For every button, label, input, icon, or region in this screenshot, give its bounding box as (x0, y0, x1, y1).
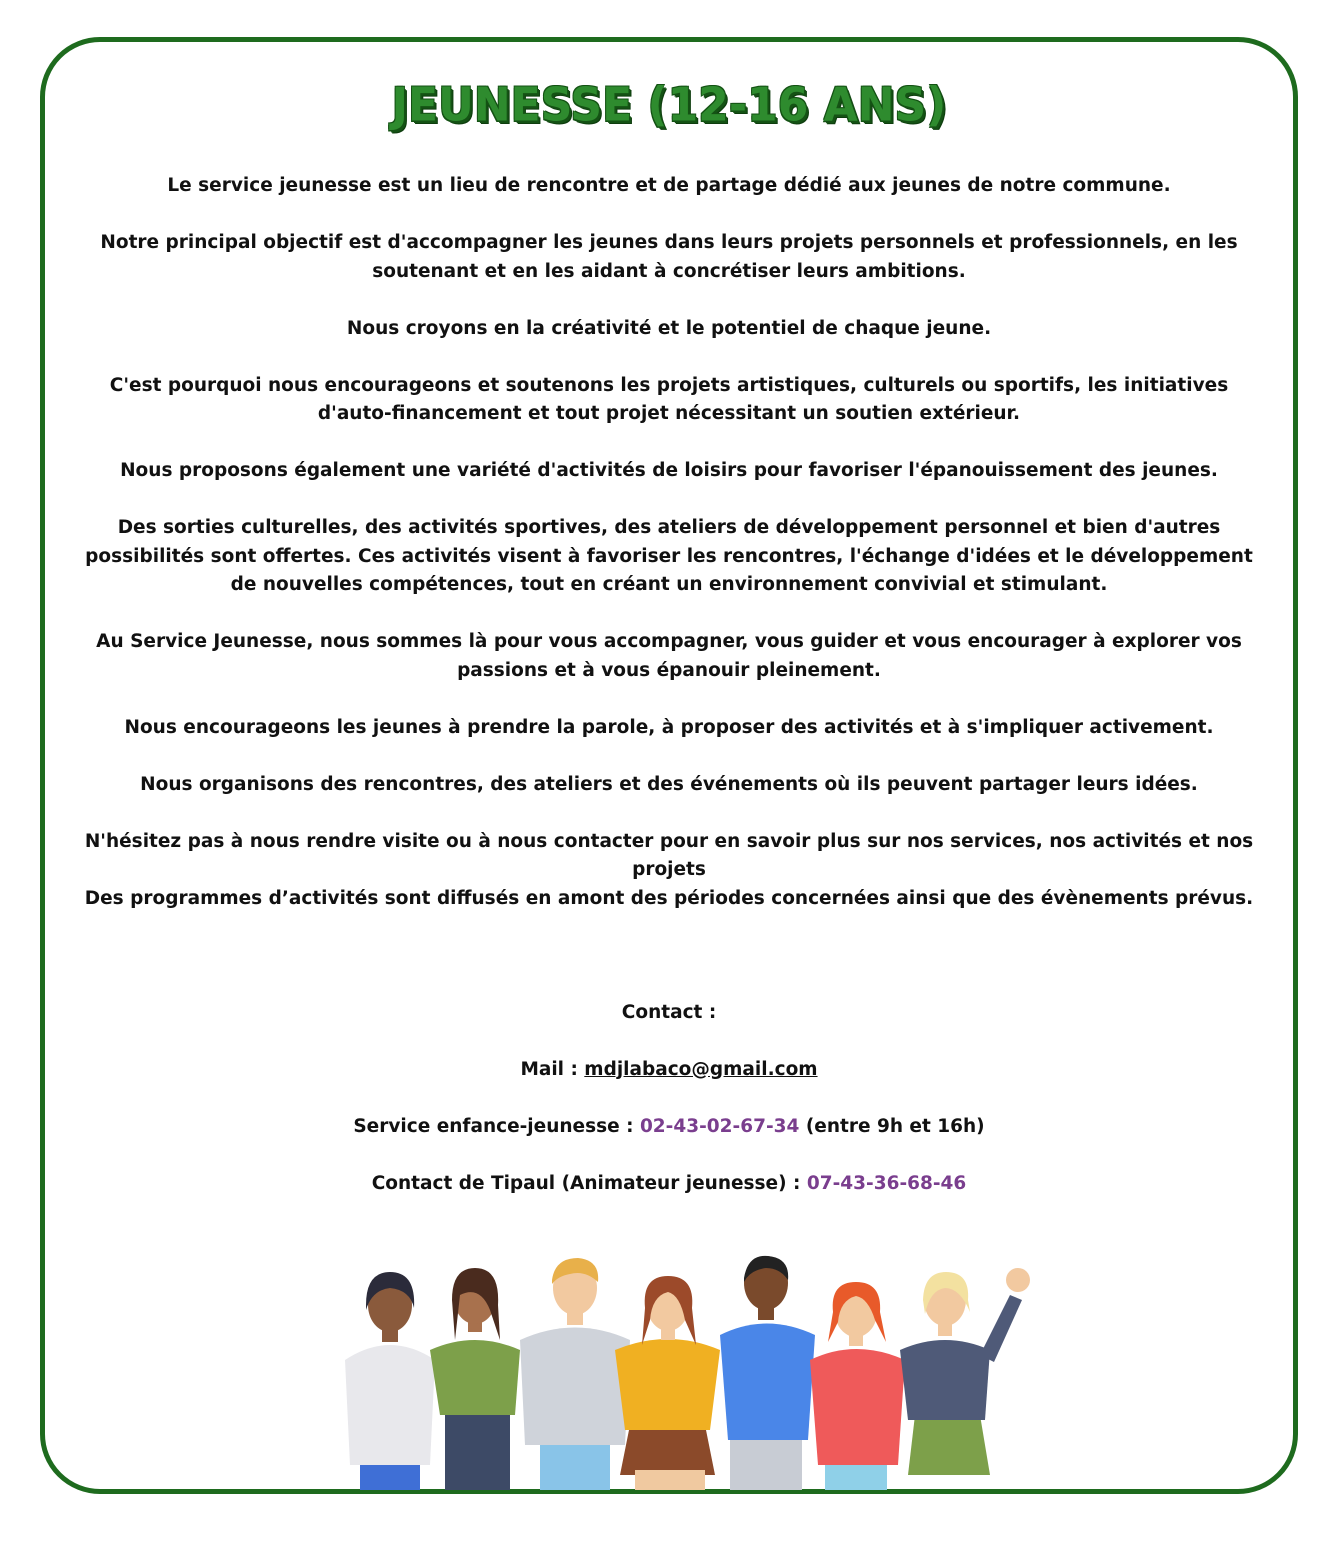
person-7 (900, 1268, 1030, 1475)
page-title: JEUNESSE (12-16 ANS) (391, 78, 947, 133)
person-3 (520, 1258, 630, 1490)
spacer (70, 942, 1268, 999)
person-1 (345, 1272, 435, 1490)
paragraph-support: Au Service Jeunesse, nous sommes là pour vous accompagner, vous guider et vous encourager à explorer vos passions et à vous épanouir pleinement. (96, 631, 1242, 681)
tipaul-phone-link[interactable]: 07-43-36-68-46 (806, 1172, 967, 1194)
paragraph-leisure: Nous proposons également une variété d'activités de loisirs pour favoriser l'épanouissement des jeunes. (120, 460, 1218, 481)
paragraph-activities: Des sorties culturelles, des activités sportives, des ateliers de développement personnel et bien d'autres possibilités sont offertes. Ces activités visent à favoriser les rencontres, l'échange d'idées et le développement de nouvelles compétences, tout en créant un environnement convivial et stimulant. (85, 517, 1253, 595)
mail-link[interactable]: mdjlabaco@gmail.com (584, 1058, 818, 1080)
paragraph-participation: Nous encourageons les jeunes à prendre la parole, à proposer des activités et à s'impliquer activement. (124, 716, 1214, 738)
service-label: Service enfance-jeunesse : (353, 1115, 640, 1137)
contact-service-line (70, 1113, 1268, 1142)
paragraph-programs: Des programmes d’activités sont diffusés en amont des périodes concernées ainsi que des évènements prévus. (84, 887, 1254, 909)
service-hours: (entre 9h et 16h) (799, 1115, 985, 1137)
paragraph-visit: N'hésitez pas à nous rendre visite ou à nous contacter pour en savoir plus sur nos services, nos activités et nos projets (84, 830, 1254, 880)
person-6 (810, 1282, 905, 1490)
paragraph-creativity: Nous croyons en la créativité et le potentiel de chaque jeune. (346, 317, 992, 339)
person-5 (720, 1256, 815, 1490)
paragraph-intro: Le service jeunesse est un lieu de rencontre et de partage dédié aux jeunes de notre commune. (167, 175, 1171, 196)
main-content (70, 172, 1268, 1227)
youth-group-illustration (330, 1250, 1040, 1490)
person-4 (615, 1276, 720, 1490)
contact-heading: Contact : (621, 1001, 717, 1023)
tipaul-label: Contact de Tipaul (Animateur jeunesse) : (371, 1172, 807, 1194)
contact-tipaul-line (70, 1170, 1268, 1199)
paragraph-objective: Notre principal objectif est d'accompagner les jeunes dans leurs projets personnels et professionnels, en les soutenant et en les aidant à concrétiser leurs ambitions. (100, 232, 1238, 282)
service-phone-link[interactable]: 02-43-02-67-34 (639, 1115, 800, 1137)
person-2 (430, 1268, 520, 1490)
paragraph-events: Nous organisons des rencontres, des ateliers et des événements où ils peuvent partager leurs idées. (140, 773, 1198, 795)
mail-label: Mail : (520, 1058, 585, 1080)
contact-mail-line (70, 1056, 1268, 1085)
paragraph-projects: C'est pourquoi nous encourageons et soutenons les projets artistiques, culturels ou sportifs, les initiatives d'auto-financement et tout projet nécessitant un soutien extérieur. (109, 374, 1229, 424)
